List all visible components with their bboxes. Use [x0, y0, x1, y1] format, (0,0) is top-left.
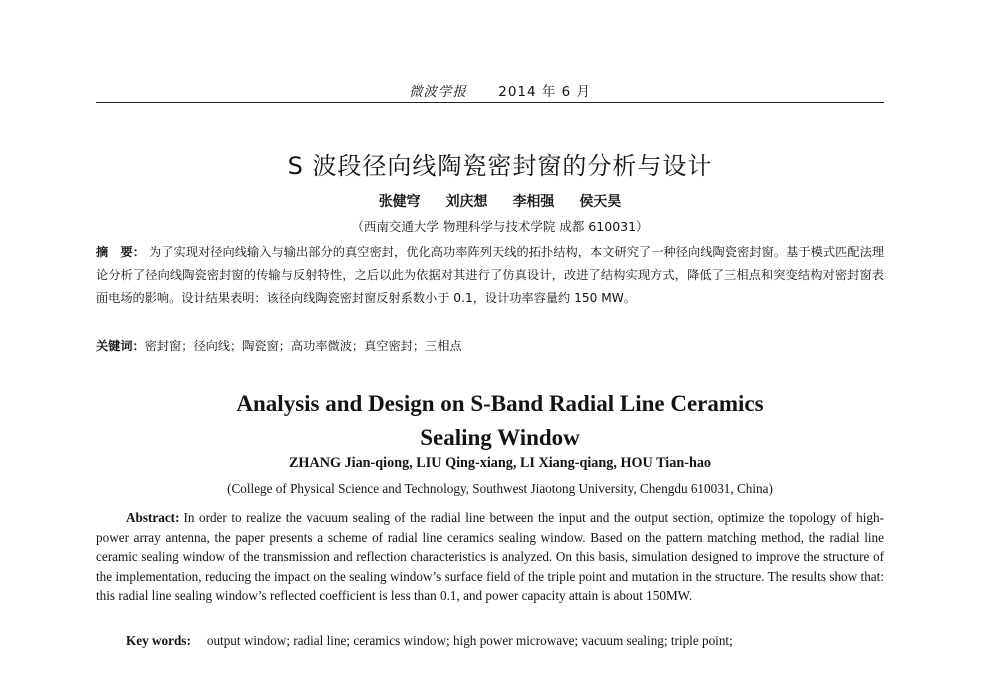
english-title-line-2: Sealing Window [420, 425, 580, 450]
english-title [0, 387, 1000, 455]
chinese-title: S 波段径向线陶瓷密封窗的分析与设计 [287, 152, 713, 180]
chinese-abstract [96, 241, 884, 310]
english-keywords [126, 633, 884, 649]
author-3: 李相强 [512, 194, 555, 210]
english-title-line-1: Analysis and Design on S-Band Radial Line Ceramics [236, 391, 764, 416]
journal-name: 微波学报 [408, 84, 467, 100]
chinese-keywords-text: 密封窗；径向线；陶瓷窗；高功率微波；真空密封；三相点 [144, 339, 462, 353]
issue-date: 2014 年 6 月 [498, 84, 592, 100]
chinese-abstract-label: 摘 要： [96, 245, 146, 259]
english-abstract [96, 508, 884, 606]
english-authors: ZHANG Jian-qiong, LIU Qing-xiang, LI Xiang-qiang, HOU Tian-hao [288, 455, 712, 471]
english-affiliation: (College of Physical Science and Technology, Southwest Jiaotong University, Chengdu 610031, China) [227, 481, 773, 496]
english-keywords-text: output window; radial line; ceramics window; high power microwave; vacuum sealing; triple point; [206, 633, 733, 648]
chinese-authors [0, 191, 1000, 211]
author-4: 侯天昊 [579, 194, 622, 210]
english-keywords-label: Key words: [126, 633, 191, 648]
english-abstract-label: Abstract: [126, 510, 180, 525]
running-header [0, 80, 1000, 100]
chinese-affiliation: （西南交通大学 物理科学与技术学院 成都 610031） [351, 219, 649, 234]
author-2: 刘庆想 [445, 194, 488, 210]
chinese-abstract-text: 为了实现对径向线输入与输出部分的真空密封，优化高功率阵列天线的拓扑结构，本文研究了一种径向线陶瓷密封窗。基于模式匹配法理论分析了径向线陶瓷密封窗的传输与反射特性，之后以此为依据对其进行了仿真设计，改进了结构实现方式，降低了三相点和突变结构对密封窗表面电场的影响。设计结果表明：该径向线陶瓷密封窗反射系数小于 0.1，设计功率容量约 150 MW。 [96, 245, 885, 305]
header-rule [96, 102, 884, 103]
english-abstract-text: In order to realize the vacuum sealing of the radial line between the input and the output section, optimize the topology of high-power array antenna, the paper presents a scheme of radial line ceramics sealing window. Based on the pattern matching method, the radial line ceramic sealing window of the transmission and reflection characteristics is analyzed. On this basis, simulation designed to improve the structure of the implementation, reducing the impact on the sealing window’s surface field of the triple point and mutation in the structure. The results show that: this radial line sealing window’s reflected coefficient is less than 0.1, and power capacity attain is about 150MW. [96, 510, 884, 603]
chinese-keywords [96, 337, 884, 354]
chinese-keywords-label: 关键词： [96, 339, 145, 353]
author-1: 张健穹 [378, 194, 421, 210]
